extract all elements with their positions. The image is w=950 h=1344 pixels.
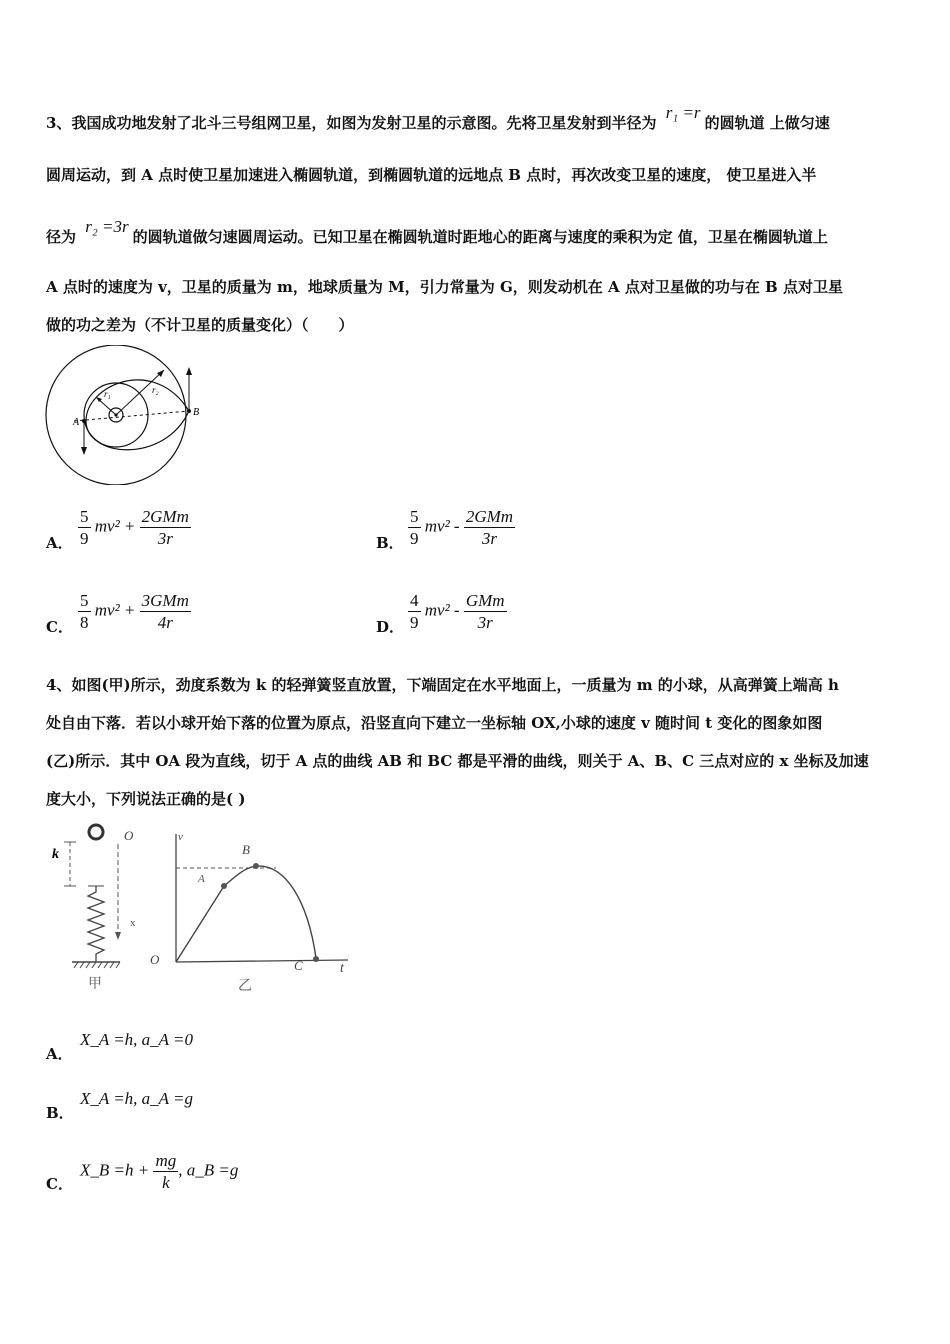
option-label: C． <box>46 618 73 636</box>
option-expression <box>78 590 191 634</box>
frac-den: 3r <box>477 613 493 633</box>
point-B-dot <box>253 863 259 869</box>
expr-middle: mv² + <box>94 600 136 620</box>
frac-num: 2GMm <box>140 506 191 528</box>
point-B-dot <box>187 409 191 413</box>
q4-line-2: 处自由下落．若以小球开始下落的位置为原点，沿竖直向下建立一坐标轴 OX,小球的速度 v 随时间 t 变化的图象如图 <box>46 714 823 732</box>
frac-num: 4 <box>408 590 421 612</box>
q4-line-3: (乙)所示．其中 OA 段为直线，切于 A 点的曲线 AB 和 BC 都是平滑的曲线，则关于 A、B、C 三点对应的 x 坐标及加速 <box>46 752 869 770</box>
q3-line-2: 圆周运动，到 A 点时使卫星加速进入椭圆轨道，到椭圆轨道的远地点 B 点时，再次改变卫星的速度， 使卫星进入半 <box>46 166 817 184</box>
point-A-dot <box>82 419 86 423</box>
velocity-A-arrowhead-icon <box>81 447 87 455</box>
x-label: x <box>130 917 136 929</box>
q3-line-3 <box>46 217 828 247</box>
t-axis <box>176 960 348 962</box>
q3-r2-expression: r₂ =3r <box>85 217 129 236</box>
t-label: t <box>340 961 344 976</box>
q3-text-3b: 的圆轨道做匀速圆周运动。已知卫星在椭圆轨道时距地心的距离与速度的乘积为定 值，卫星在椭圆轨道上 <box>132 228 828 246</box>
frac-num: 5 <box>408 506 421 528</box>
q3-text-1b: 的圆轨道 上做匀速 <box>704 114 830 132</box>
q4-number: 4、 <box>46 676 72 694</box>
expr-post: , a_B =g <box>178 1160 239 1180</box>
q3-r1-expression: r₁ =r <box>665 103 701 122</box>
option-label: B． <box>46 1104 74 1122</box>
vt-curve <box>176 866 316 962</box>
ground-hatching <box>74 962 120 968</box>
label-r1: r₁ <box>104 389 111 399</box>
spring-coil <box>88 886 104 962</box>
O-label-jia: O <box>124 828 134 843</box>
q3-line-5: 做的功之差为（不计卫星的质量变化）（ ） <box>46 316 354 334</box>
v-label: v <box>178 831 183 843</box>
point-C-dot <box>313 956 319 962</box>
q4-line-1 <box>46 674 839 695</box>
option-expression <box>78 506 191 550</box>
frac-den: 3r <box>157 529 173 549</box>
spring-and-vt-diagram <box>46 822 366 994</box>
k-label: k <box>52 847 59 862</box>
option-expression <box>408 590 507 634</box>
label-A: A <box>73 417 80 428</box>
q3-number: 3、 <box>46 114 72 132</box>
option-label: A． <box>46 1045 73 1063</box>
point-A-dot <box>221 883 227 889</box>
q4-line-4: 度大小，下列说法正确的是( ) <box>46 790 246 808</box>
frac-num: 2GMm <box>464 506 515 528</box>
frac-num: 3GMm <box>140 590 191 612</box>
expr-pre: X_B =h + <box>80 1160 150 1180</box>
x-arrowhead-icon <box>115 932 121 940</box>
q3-text-3a: 径为 <box>46 228 77 246</box>
option-expression: X_A =h, a_A =g <box>80 1089 193 1108</box>
q4-text-1: 如图(甲)所示，劲度系数为 k 的轻弹簧竖直放置，下端固定在水平地面上，一质量为 m 的小球，从高弹簧上端高 h <box>71 676 839 694</box>
frac-den: 9 <box>80 529 89 549</box>
frac-den: 9 <box>410 529 419 549</box>
B-label: B <box>242 842 250 857</box>
q3-line-1 <box>46 103 830 133</box>
expr-middle: mv² + <box>94 516 136 536</box>
option-label: B． <box>376 534 404 552</box>
O-label-yi: O <box>150 952 160 967</box>
frac-den: 8 <box>80 613 89 633</box>
expr-middle: mv² - <box>424 600 460 620</box>
frac-num: 5 <box>78 590 91 612</box>
option-expression: X_A =h, a_A =0 <box>80 1030 193 1049</box>
q3-text-1a: 我国成功地发射了北斗三号组网卫星，如图为发射卫星的示意图。先将卫星发射到半径为 <box>71 114 657 132</box>
frac-num: 5 <box>78 506 91 528</box>
label-r2: r₂ <box>152 385 159 395</box>
option-expression <box>408 506 515 550</box>
option-label: D． <box>376 618 405 636</box>
frac-num: GMm <box>464 590 507 612</box>
frac-den: 4r <box>157 613 173 633</box>
frac-num: mg <box>153 1150 178 1172</box>
dashed-axis-line <box>74 411 189 421</box>
option-label: A． <box>46 534 73 552</box>
frac-den: 9 <box>410 613 419 633</box>
velocity-B-arrowhead-icon <box>186 367 192 375</box>
jia-label: 甲 <box>88 977 102 992</box>
q3-line-4: A 点时的速度为 v，卫星的质量为 m，地球质量为 M，引力常量为 G，则发动机在 A 点对卫星做的功与在 B 点对卫星 <box>46 278 843 296</box>
C-label: C <box>294 958 303 973</box>
yi-label: 乙 <box>238 979 252 994</box>
orbit-diagram <box>44 345 214 485</box>
frac-den: k <box>162 1173 170 1193</box>
expr-middle: mv² - <box>424 516 460 536</box>
option-expression <box>80 1150 238 1194</box>
option-label: C． <box>46 1175 73 1193</box>
label-B: B <box>193 407 200 418</box>
A-label: A <box>198 873 205 885</box>
frac-den: 3r <box>481 529 498 549</box>
ball-icon <box>89 825 103 839</box>
